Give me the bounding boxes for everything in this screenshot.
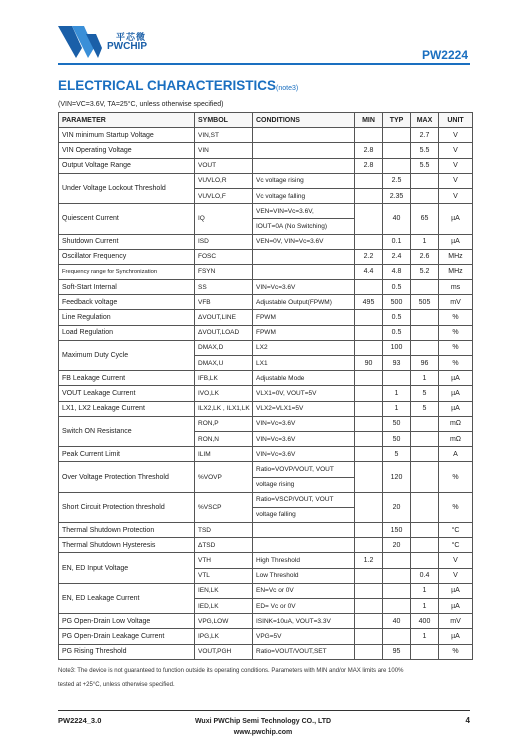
cell-cond: VIN=Vc=3.6V [253,447,355,462]
cell-param: Feedback voltage [59,295,195,310]
cell-max [411,431,439,446]
cell-max [411,538,439,553]
table-row [59,386,473,401]
cell-symbol: IFB,LK [195,371,253,386]
cell-unit: V [439,128,473,143]
cell-param: Maximum Duty Cycle [59,340,195,370]
cell-max: 1 [411,234,439,249]
cell-typ [383,143,411,158]
cell-max: 1 [411,583,439,598]
cell-symbol: TSD [195,523,253,538]
cell-min [355,340,383,355]
cell-max: 5.2 [411,264,439,279]
cell-param: EN, ED Leakage Current [59,583,195,613]
cell-typ: 500 [383,295,411,310]
cell-cond: High Threshold [253,553,355,568]
cell-max [411,188,439,203]
cell-max: 400 [411,614,439,629]
cell-param: Soft-Start Internal [59,280,195,295]
table-row [59,173,473,188]
section-title-note: (note3) [276,85,299,92]
cell-unit: V [439,173,473,188]
cell-typ: 100 [383,340,411,355]
cell-cond: VIN=Vc=3.6V [253,416,355,431]
cell-param: Peak Current Limit [59,447,195,462]
table-row [59,295,473,310]
cell-cond: EN=Vc or 0V [253,583,355,598]
table-row [59,264,473,279]
cell-cond: voltage rising [253,477,355,492]
section-title [58,78,298,93]
note-line-1: Note3: The device is not guaranteed to function outside its operating conditions. Parameters with MIN and/or MAX limits are 100% [58,668,404,674]
cell-min [355,386,383,401]
col-header: CONDITIONS [253,113,355,128]
cell-cond: VLX1=0V, VOUT=5V [253,386,355,401]
cell-symbol: VPG,LOW [195,614,253,629]
cell-max: 1 [411,629,439,644]
col-header: MIN [355,113,383,128]
cell-param: Switch ON Resistance [59,416,195,446]
cell-typ: 2.5 [383,173,411,188]
cell-cond: Adjustable Mode [253,371,355,386]
cell-typ: 4.8 [383,264,411,279]
footer-divider [58,710,470,711]
cell-unit: mΩ [439,416,473,431]
cell-param: PG Open-Drain Leakage Current [59,629,195,644]
cell-symbol: FSYN [195,264,253,279]
cell-unit: mV [439,614,473,629]
cell-cond [253,143,355,158]
cell-param: Thermal Shutdown Protection [59,523,195,538]
cell-unit: % [439,644,473,659]
table-row [59,143,473,158]
cell-unit: µA [439,629,473,644]
cell-max: 5.5 [411,158,439,173]
cell-min: 90 [355,356,383,371]
cell-cond [253,249,355,264]
header-divider [58,63,470,65]
cell-cond: LX1 [253,356,355,371]
page-number: 4 [465,716,470,725]
cell-symbol: ISD [195,234,253,249]
cell-typ: 120 [383,462,411,492]
cell-max [411,553,439,568]
cell-max: 2.6 [411,249,439,264]
cell-symbol: ILIM [195,447,253,462]
cell-min: 2.8 [355,158,383,173]
cell-typ [383,599,411,614]
cell-min [355,538,383,553]
cell-symbol: IED,LK [195,599,253,614]
cell-max: 1 [411,371,439,386]
cell-symbol: %VSCP [195,492,253,522]
cell-cond: ED= Vc or 0V [253,599,355,614]
cell-min [355,416,383,431]
cell-symbol: DMAX,D [195,340,253,355]
cell-typ: 40 [383,614,411,629]
cell-unit: µA [439,386,473,401]
cell-symbol: IEN,LK [195,583,253,598]
cell-typ: 2.4 [383,249,411,264]
cell-min [355,629,383,644]
cell-param: EN, ED Input Voltage [59,553,195,583]
cell-unit: A [439,447,473,462]
table-header-row [59,113,473,128]
cell-cond: VIN=Vc=3.6V [253,280,355,295]
cell-symbol: VIN [195,143,253,158]
cell-unit: MHz [439,264,473,279]
cell-min [355,128,383,143]
cell-cond: ISINK=10uA, VOUT=3.3V [253,614,355,629]
cell-typ: 50 [383,416,411,431]
cell-typ [383,158,411,173]
cell-unit: % [439,310,473,325]
cell-cond: VPG=5V [253,629,355,644]
cell-min: 1.2 [355,553,383,568]
cell-param: VOUT Leakage Current [59,386,195,401]
cell-unit: °C [439,523,473,538]
cell-unit: µA [439,599,473,614]
table-row [59,128,473,143]
cell-param: Over Voltage Protection Threshold [59,462,195,492]
cell-min [355,325,383,340]
cell-param: Line Regulation [59,310,195,325]
cell-max: 1 [411,599,439,614]
table-row [59,280,473,295]
cell-unit: V [439,158,473,173]
cell-min [355,447,383,462]
cell-typ: 1 [383,401,411,416]
cell-typ: 5 [383,447,411,462]
cell-unit: µA [439,371,473,386]
cell-cond [253,128,355,143]
table-row [59,553,473,568]
cell-symbol: IQ [195,204,253,234]
cell-max [411,447,439,462]
table-row [59,249,473,264]
cell-min [355,173,383,188]
cell-typ: 0.5 [383,325,411,340]
cell-cond: Ratio=VOVP/VOUT, VOUT [253,462,355,477]
cell-max: 96 [411,356,439,371]
cell-cond [253,158,355,173]
col-header: UNIT [439,113,473,128]
cell-typ: 2.35 [383,188,411,203]
cell-min: 2.8 [355,143,383,158]
cell-cond: VEN=VIN=Vc=3.6V, [253,204,355,219]
cell-typ [383,583,411,598]
table-row [59,462,473,477]
cell-min [355,188,383,203]
cell-min: 2.2 [355,249,383,264]
cell-min [355,431,383,446]
cell-symbol: DMAX,U [195,356,253,371]
cell-symbol: ΔVOUT,LINE [195,310,253,325]
cell-cond: Ratio=VOUT/VOUT,SET [253,644,355,659]
cell-param: Oscillator Frequency [59,249,195,264]
cell-min [355,523,383,538]
cell-param: Load Regulation [59,325,195,340]
cell-max: 505 [411,295,439,310]
cell-typ: 95 [383,644,411,659]
cell-symbol: ΔVOUT,LOAD [195,325,253,340]
cell-param: PG Open-Drain Low Voltage [59,614,195,629]
cell-param: FB Leakage Current [59,371,195,386]
electrical-characteristics-table [58,112,473,660]
cell-cond: voltage falling [253,507,355,522]
cell-param: Shutdown Current [59,234,195,249]
cell-unit: µA [439,234,473,249]
cell-max: 0.4 [411,568,439,583]
cell-symbol: IVO,LK [195,386,253,401]
cell-cond [253,523,355,538]
cell-cond: Vc voltage falling [253,188,355,203]
cell-min [355,280,383,295]
cell-max: 5 [411,386,439,401]
cell-unit: % [439,340,473,355]
cell-typ [383,128,411,143]
cell-typ [383,629,411,644]
logo-chinese-text: 平芯微 [116,32,147,42]
cell-unit: % [439,462,473,492]
cell-min [355,568,383,583]
cell-max [411,325,439,340]
table-row [59,371,473,386]
cell-param: Frequency range for Synchronization [59,264,195,279]
cell-min [355,462,383,492]
cell-symbol: RON,P [195,416,253,431]
cell-unit: ms [439,280,473,295]
cell-max: 65 [411,204,439,234]
table-row [59,523,473,538]
cell-typ [383,553,411,568]
cell-cond: FPWM [253,310,355,325]
cell-typ [383,568,411,583]
cell-typ: 93 [383,356,411,371]
cell-cond: Adjustable Output(FPWM) [253,295,355,310]
cell-min [355,310,383,325]
cell-param: Thermal Shutdown Hysteresis [59,538,195,553]
table-row [59,310,473,325]
table-row [59,204,473,219]
table-row [59,492,473,507]
cell-symbol: VTL [195,568,253,583]
cell-min [355,492,383,522]
cell-min [355,401,383,416]
footer-company [178,716,348,738]
cell-symbol: IPG,LK [195,629,253,644]
cell-max [411,416,439,431]
part-number: PW2224 [421,48,468,62]
cell-symbol: %VOVP [195,462,253,492]
cell-unit: MHz [439,249,473,264]
cell-symbol: VUVLO,R [195,173,253,188]
cell-max: 5 [411,401,439,416]
cell-param: VIN minimum Startup Voltage [59,128,195,143]
cell-unit: V [439,553,473,568]
cell-max [411,462,439,492]
cell-unit: °C [439,538,473,553]
cell-param: Quiescent Current [59,204,195,234]
cell-min [355,204,383,234]
cell-symbol: FOSC [195,249,253,264]
table-row [59,416,473,431]
cell-symbol: VFB [195,295,253,310]
table-row [59,614,473,629]
cell-typ: 20 [383,538,411,553]
cell-param: PG Rising Threshold [59,644,195,659]
table-row [59,538,473,553]
website: www.pwchip.com [233,729,293,736]
table-row [59,644,473,659]
cell-symbol: RON,N [195,431,253,446]
cell-max [411,523,439,538]
cell-typ: 20 [383,492,411,522]
cell-symbol: ΔTSD [195,538,253,553]
table-row [59,401,473,416]
cell-symbol: VIN,ST [195,128,253,143]
cell-max [411,492,439,522]
cell-unit: % [439,492,473,522]
table-row [59,629,473,644]
cell-cond: VLX2=VLX1=5V [253,401,355,416]
cell-symbol: SS [195,280,253,295]
section-title-text: ELECTRICAL CHARACTERISTICS [58,78,277,93]
cell-unit: % [439,356,473,371]
cell-min: 4.4 [355,264,383,279]
table-row [59,234,473,249]
table-row [59,325,473,340]
test-conditions: (VIN=VC=3.6V, TA=25°C, unless otherwise specified) [58,101,224,108]
cell-unit: mΩ [439,431,473,446]
cell-min [355,644,383,659]
cell-cond: LX2 [253,340,355,355]
table-row [59,340,473,355]
cell-min [355,614,383,629]
cell-unit: V [439,188,473,203]
cell-symbol: ILX2,LK , ILX1,LK [195,401,253,416]
logo-english-text: PWCHIP [107,41,147,52]
col-header: MAX [411,113,439,128]
table-row [59,583,473,598]
col-header: TYP [383,113,411,128]
cell-typ: 1 [383,386,411,401]
cell-param: VIN Operating Voltage [59,143,195,158]
cell-cond: IOUT=0A (No Switching) [253,219,355,234]
cell-min [355,599,383,614]
page-header [0,0,528,74]
cell-typ: 150 [383,523,411,538]
cell-max: 2.7 [411,128,439,143]
cell-typ: 40 [383,204,411,234]
cell-cond: VEN=0V, VIN=Vc=3.6V [253,234,355,249]
cell-param: Output Voltage Range [59,158,195,173]
col-header: SYMBOL [195,113,253,128]
cell-symbol: VOUT [195,158,253,173]
cell-max [411,340,439,355]
cell-param: Under Voltage Lockout Threshold [59,173,195,203]
cell-symbol: VTH [195,553,253,568]
cell-cond: Ratio=VSCP/VOUT, VOUT [253,492,355,507]
cell-typ: 0.1 [383,234,411,249]
note-line-2: tested at +25°C, unless otherwise specified. [58,682,175,688]
cell-max: 5.5 [411,143,439,158]
cell-symbol: VOUT,PGH [195,644,253,659]
table-row [59,447,473,462]
cell-cond: Low Threshold [253,568,355,583]
doc-version: PW2224_3.0 [58,716,102,725]
cell-typ: 50 [383,431,411,446]
cell-typ: 0.5 [383,310,411,325]
cell-cond [253,538,355,553]
cell-unit: mV [439,295,473,310]
cell-min [355,371,383,386]
cell-cond: FPWM [253,325,355,340]
company-name: Wuxi PWChip Semi Technology CO., LTD [194,718,332,725]
table-row [59,158,473,173]
cell-max [411,280,439,295]
cell-cond: VIN=Vc=3.6V [253,431,355,446]
cell-unit: µA [439,401,473,416]
cell-symbol: VUVLO,F [195,188,253,203]
cell-typ [383,371,411,386]
col-header: PARAMETER [59,113,195,128]
cell-typ: 0.5 [383,280,411,295]
cell-param: Short Circuit Protection threshold [59,492,195,522]
cell-cond [253,264,355,279]
cell-min: 495 [355,295,383,310]
cell-min [355,234,383,249]
cell-unit: V [439,568,473,583]
cell-unit: µA [439,583,473,598]
cell-min [355,583,383,598]
cell-max [411,173,439,188]
cell-param: LX1, LX2 Leakage Current [59,401,195,416]
cell-max [411,310,439,325]
cell-unit: % [439,325,473,340]
cell-cond: Vc voltage rising [253,173,355,188]
cell-max [411,644,439,659]
cell-unit: V [439,143,473,158]
cell-unit: µA [439,204,473,234]
